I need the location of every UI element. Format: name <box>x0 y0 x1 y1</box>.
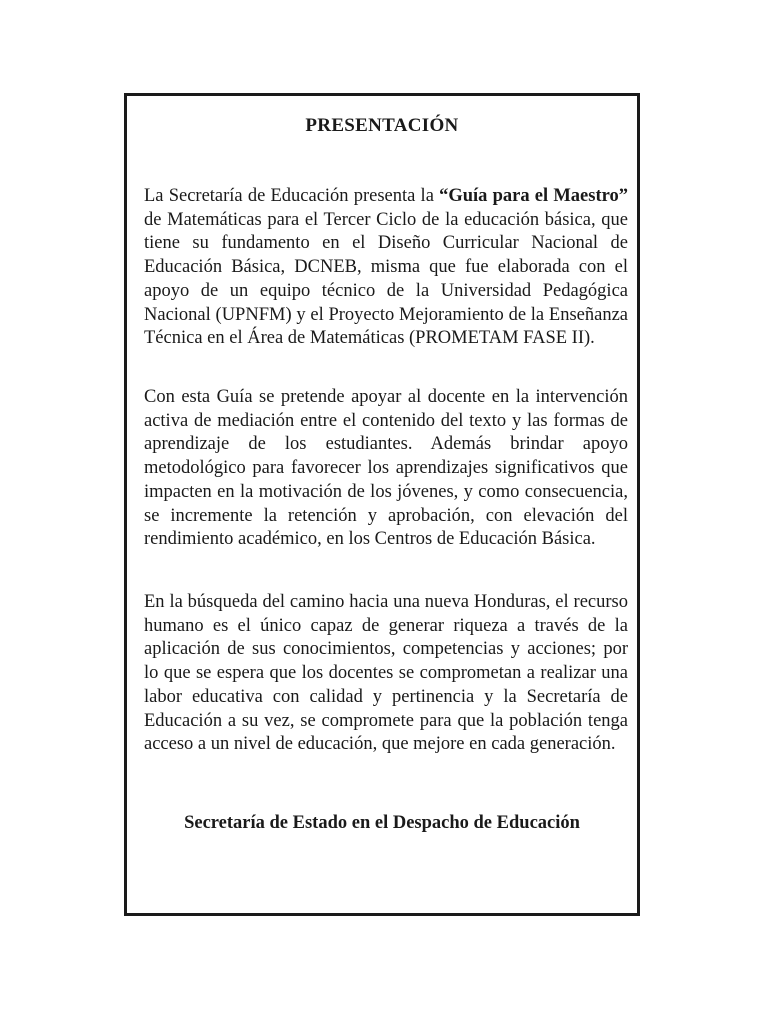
signature: Secretaría de Estado en el Despacho de Educación <box>184 813 580 833</box>
paragraph-purpose: Con esta Guía se pretende apoyar al docente en la intervención activa de mediación entre el contenido del texto y las formas de aprendizaje de los estudiantes. Además brindar apoyo metodológico para favorecer los aprendizajes significativos que impacten en la motivación de los jóvenes, y como consecuencia, se incremente la retención y aprobación, con elevación del rendimiento académico, en los Centros de Educación Básica. <box>144 387 628 550</box>
paragraph-intro-rest: de Matemáticas para el Tercer Ciclo de la educación básica, que tiene su fundamento en el Diseño Curricular Nacional de Educación Básica, DCNEB, misma que fue elaborada con el apoyo de un equipo técnico de la Universidad Pedagógica Nacional (UPNFM) y el Proyecto Mejoramiento de la Enseñanza Técnica en el Área de Matemáticas (PROMETAM FASE II). <box>144 209 628 349</box>
paragraph-intro <box>144 185 628 351</box>
document-frame <box>124 93 640 916</box>
paragraph-vision: En la búsqueda del camino hacia una nueva Honduras, el recurso humano es el único capaz de generar riqueza a través de la aplicación de sus conocimientos, competencias y acciones; por lo que se espera que los docentes se comprometan a realizar una labor educativa con calidad y pertinencia y la Secretaría de Educación a su vez, se compromete para que la población tenga acceso a un nivel de educación, que mejore en cada generación. <box>144 592 628 755</box>
page-title: PRESENTACIÓN <box>305 115 459 136</box>
guide-title-bold: “Guía para el Maestro” <box>439 186 628 206</box>
paragraph-intro-start: La Secretaría de Educación presenta la <box>144 186 440 206</box>
